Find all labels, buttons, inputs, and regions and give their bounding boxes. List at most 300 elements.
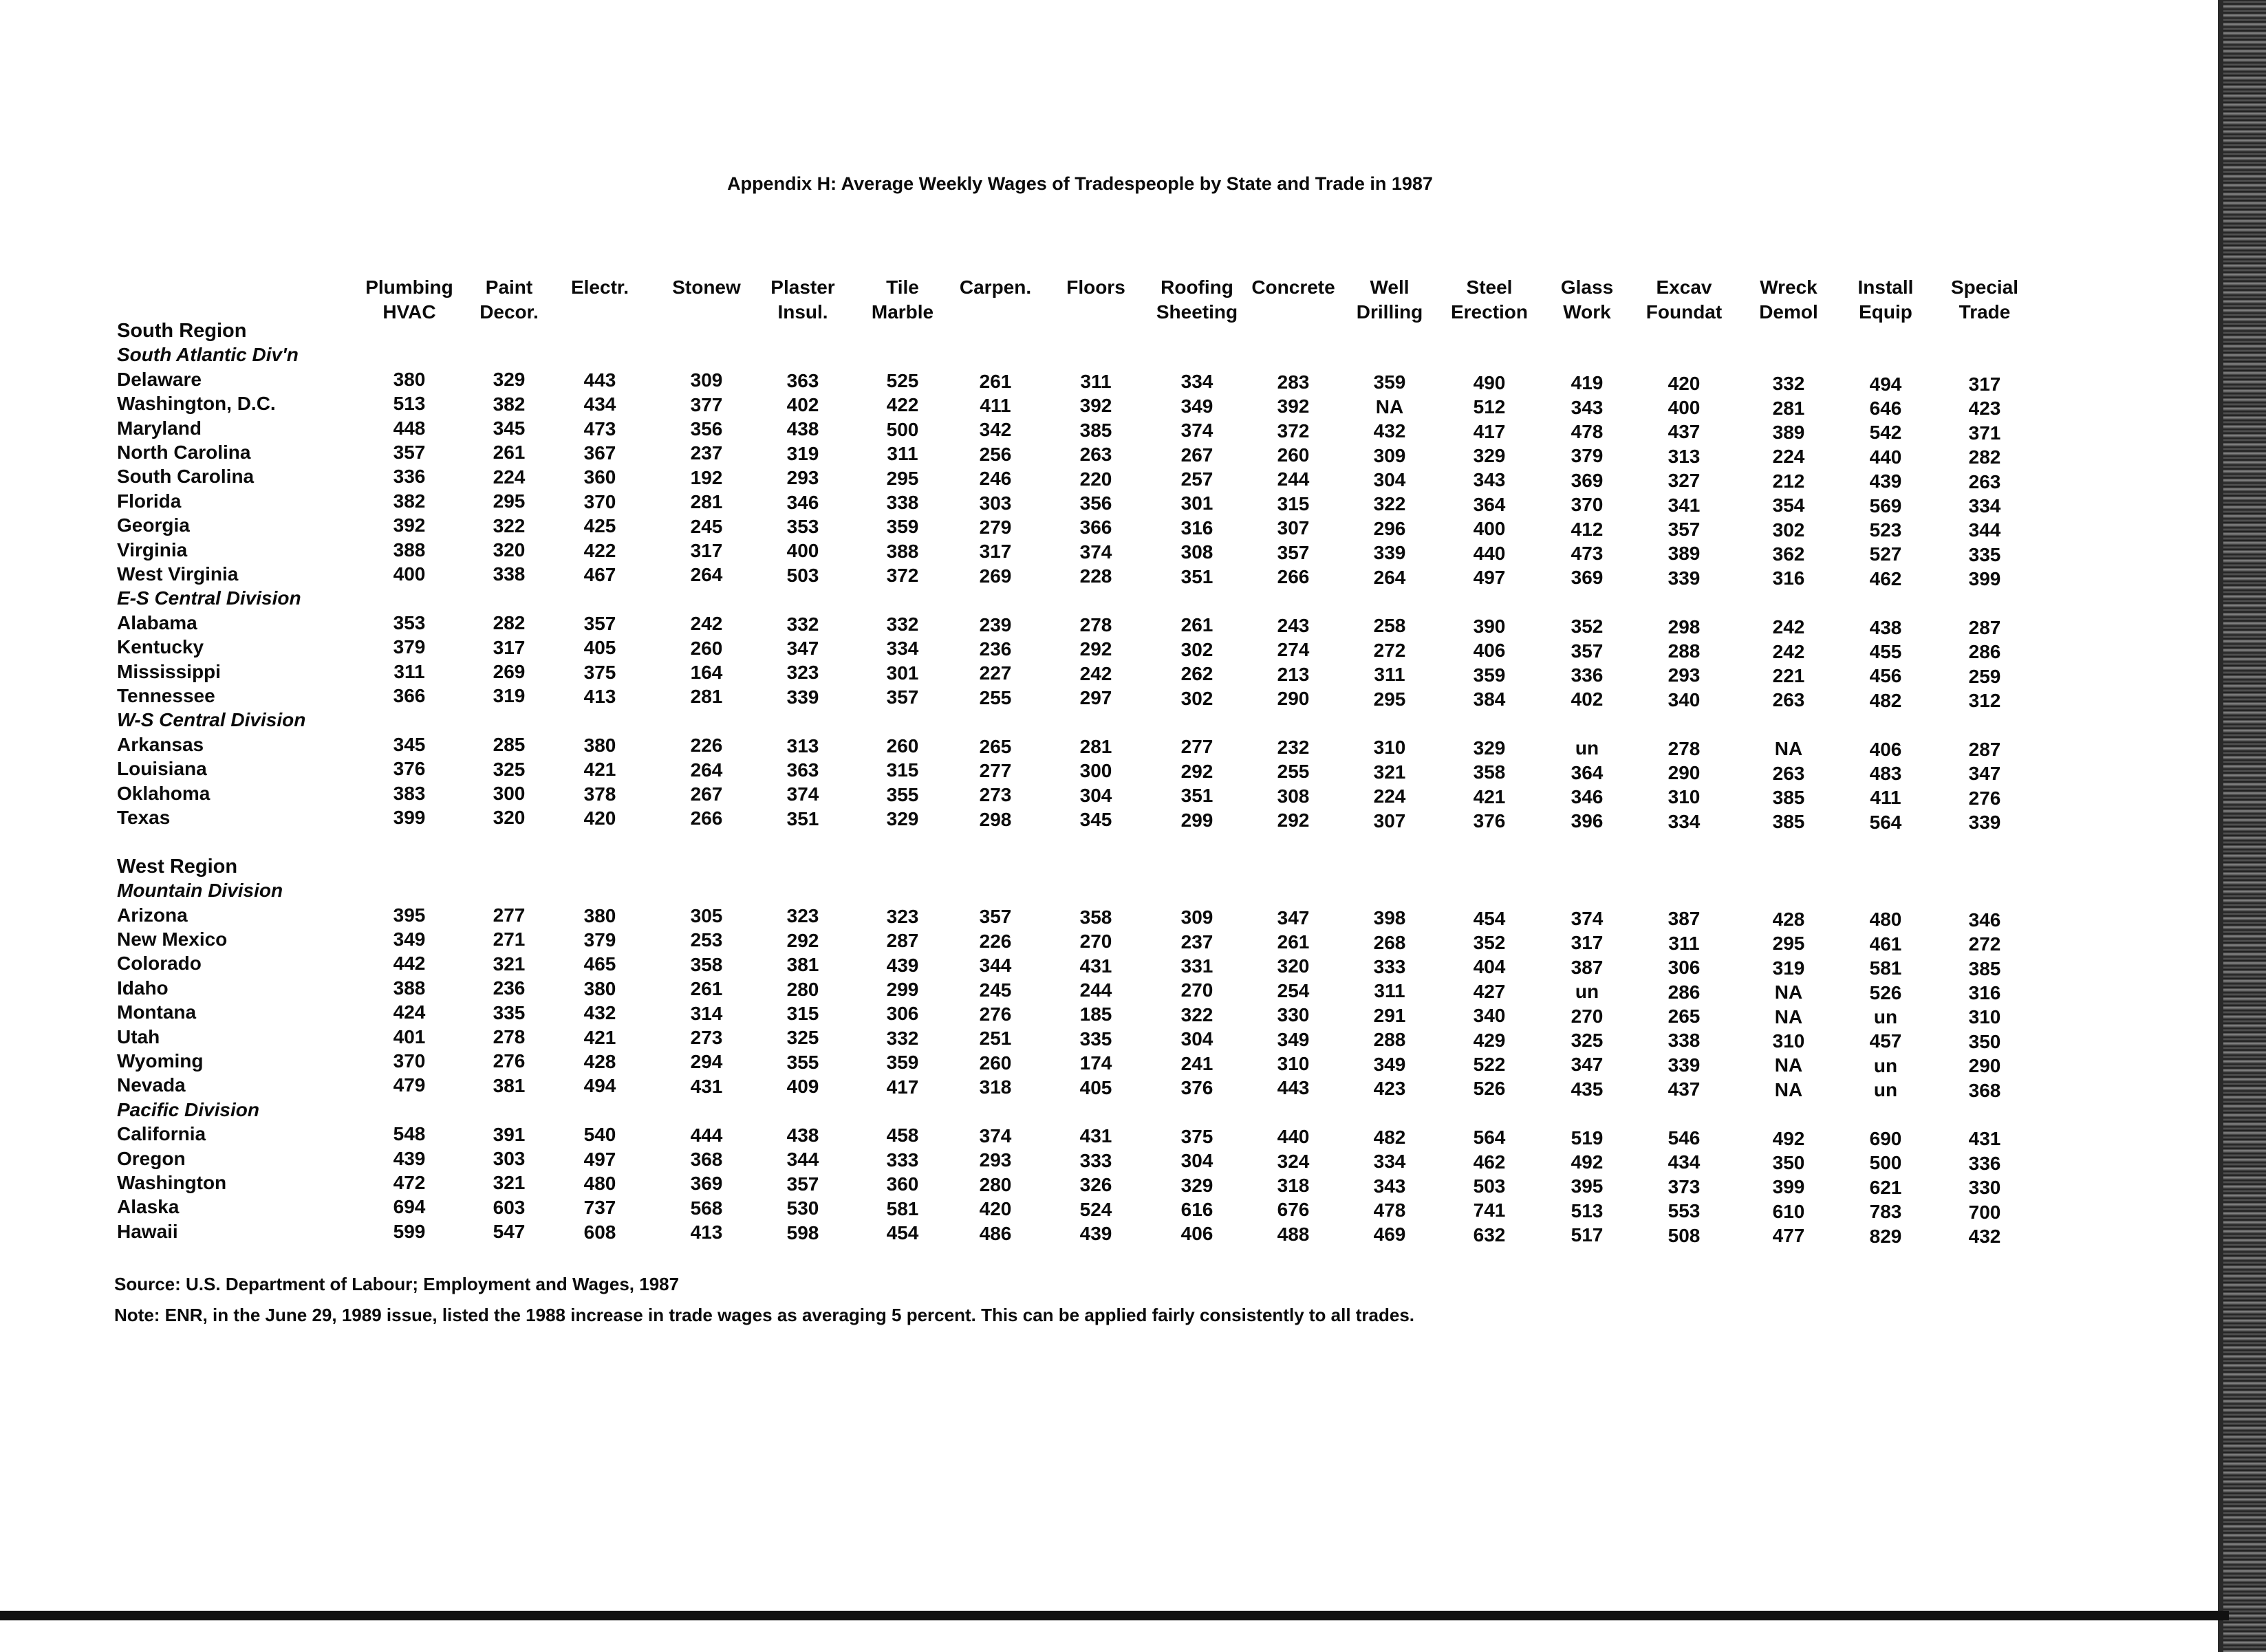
table-cell: 352 <box>1473 931 1506 953</box>
table-cell: 345 <box>393 733 426 755</box>
table-cell: 256 <box>979 443 1012 465</box>
table-cell: 385 <box>1079 419 1112 441</box>
table-cell: 316 <box>1180 517 1213 539</box>
table-cell: 376 <box>393 758 426 780</box>
table-cell: 239 <box>979 613 1012 635</box>
table-cell: NA <box>1774 1054 1803 1076</box>
table-cell: 304 <box>1373 468 1406 490</box>
table-cell: 373 <box>1668 1175 1701 1197</box>
column-header: Excav Foundat <box>1645 276 1723 323</box>
table-cell: 389 <box>1772 421 1805 443</box>
table-cell: 334 <box>1180 371 1213 393</box>
table-cell: 503 <box>786 564 819 586</box>
table-cell: 349 <box>1180 395 1213 417</box>
table-cell: 293 <box>979 1149 1012 1171</box>
column-header: Wreck Demol <box>1759 276 1818 323</box>
table-cell: 422 <box>583 539 616 561</box>
table-cell: 330 <box>1968 1177 2001 1199</box>
table-cell: 245 <box>979 979 1012 1001</box>
table-cell: 377 <box>690 393 723 415</box>
table-cell: 356 <box>690 417 723 439</box>
table-cell: 255 <box>979 686 1012 708</box>
row-label: Kentucky <box>117 636 204 658</box>
table-cell: 402 <box>786 394 819 415</box>
table-cell: 396 <box>1571 810 1604 832</box>
table-cell: 339 <box>1668 567 1701 589</box>
table-cell: 267 <box>1180 444 1213 466</box>
table-cell: 301 <box>1180 492 1213 514</box>
table-cell: 417 <box>886 1076 919 1098</box>
table-cell: 512 <box>1473 396 1506 418</box>
table-cell: 412 <box>1571 518 1604 540</box>
table-cell: 610 <box>1772 1200 1805 1222</box>
column-header: Carpen. <box>959 276 1032 298</box>
table-cell: 523 <box>1869 519 1902 541</box>
table-cell: 320 <box>493 807 526 829</box>
table-cell: 500 <box>886 418 919 440</box>
table-cell: 350 <box>1968 1030 2001 1052</box>
table-cell: 374 <box>979 1124 1012 1146</box>
table-cell: 346 <box>786 491 819 513</box>
table-cell: 311 <box>1374 664 1405 686</box>
table-cell: 357 <box>886 686 919 708</box>
table-cell: 479 <box>393 1074 426 1096</box>
column-header: Floors <box>1066 276 1125 298</box>
table-cell: 277 <box>1180 736 1213 758</box>
table-cell: 368 <box>690 1148 723 1170</box>
table-cell: 432 <box>1373 420 1406 442</box>
page-binding <box>2223 0 2266 1652</box>
table-cell: 267 <box>690 783 723 805</box>
table-cell: 329 <box>493 369 526 391</box>
table-cell: 385 <box>1968 957 2001 979</box>
table-cell: 343 <box>1373 1175 1406 1197</box>
table-cell: 473 <box>583 417 616 439</box>
table-cell: 313 <box>1668 445 1701 467</box>
table-cell: 343 <box>1473 469 1506 491</box>
column-header: Roofing Sheeting <box>1156 276 1238 323</box>
table-cell: 327 <box>1668 470 1701 492</box>
table-cell: 264 <box>1373 566 1406 588</box>
column-header: Special Trade <box>1950 276 2019 323</box>
table-cell: 278 <box>1079 613 1112 635</box>
table-cell: 425 <box>583 515 616 537</box>
table-cell: 347 <box>786 638 819 659</box>
table-cell: 347 <box>1277 906 1310 928</box>
table-cell: 387 <box>1668 908 1701 930</box>
table-cell: 273 <box>979 784 1012 806</box>
table-cell: 305 <box>690 904 723 926</box>
table-cell: 483 <box>1869 762 1902 784</box>
table-cell: 310 <box>1772 1030 1805 1052</box>
table-cell: 444 <box>690 1124 723 1146</box>
table-cell: 254 <box>1277 979 1310 1001</box>
footnote: Note: ENR, in the June 29, 1989 issue, listed the 1988 increase in trade wages as averaging 5 percent. This can be applied fairly consistently to all trades. <box>114 1305 1415 1325</box>
table-cell: 226 <box>690 735 723 757</box>
table-cell: 262 <box>1180 663 1213 685</box>
table-cell: 336 <box>1968 1152 2001 1174</box>
table-cell: 283 <box>1277 371 1310 393</box>
table-cell: 462 <box>1473 1151 1506 1173</box>
table-cell: 353 <box>786 516 819 537</box>
table-cell: 494 <box>1869 373 1902 395</box>
row-label: Washington <box>117 1172 227 1193</box>
table-cell: 295 <box>493 490 526 512</box>
table-cell: 236 <box>979 638 1012 660</box>
table-cell: 185 <box>1079 1003 1112 1025</box>
table-cell: 270 <box>1571 1005 1604 1027</box>
table-cell: 281 <box>690 491 723 513</box>
table-cell: 374 <box>786 783 819 805</box>
table-cell: 192 <box>690 466 723 488</box>
table-cell: 482 <box>1869 689 1902 711</box>
table-cell: 359 <box>1373 371 1406 393</box>
row-label: Mississippi <box>117 660 221 682</box>
table-cell: 320 <box>1277 955 1310 977</box>
row-label: South Carolina <box>117 466 255 488</box>
table-cell: 455 <box>1869 640 1902 662</box>
table-cell: 339 <box>1968 812 2001 834</box>
table-cell: 690 <box>1869 1127 1902 1149</box>
table-cell: 349 <box>1277 1028 1310 1050</box>
table-cell: 326 <box>1079 1174 1112 1196</box>
table-cell: 278 <box>493 1026 526 1048</box>
table-cell: 413 <box>583 685 616 707</box>
table-cell: 302 <box>1180 638 1213 660</box>
table-cell: 298 <box>1668 616 1701 638</box>
table-cell: 306 <box>886 1003 919 1025</box>
table-cell: NA <box>1774 981 1803 1003</box>
row-label: Oregon <box>117 1147 186 1169</box>
table-cell: 392 <box>393 514 426 536</box>
row-label: New Mexico <box>117 928 228 950</box>
table-cell: 364 <box>1571 761 1604 783</box>
table-cell: 492 <box>1571 1151 1604 1173</box>
table-cell: 439 <box>393 1147 426 1169</box>
table-cell: 354 <box>1772 494 1805 517</box>
row-label: Nevada <box>117 1074 186 1096</box>
table-cell: 272 <box>1968 933 2001 955</box>
table-cell: 276 <box>1968 787 2001 809</box>
table-cell: 340 <box>1668 688 1701 710</box>
table-cell: NA <box>1774 738 1803 760</box>
table-cell: 325 <box>493 758 526 780</box>
table-cell: 325 <box>786 1027 819 1049</box>
table-cell: 508 <box>1668 1224 1701 1246</box>
table-cell: 400 <box>1473 518 1506 540</box>
table-cell: 336 <box>393 466 426 488</box>
table-cell: 437 <box>1668 421 1701 443</box>
row-label: Maryland <box>117 417 202 439</box>
table-cell: 224 <box>493 466 526 488</box>
table-cell: 213 <box>1277 663 1310 685</box>
table-cell: 424 <box>393 1001 426 1023</box>
row-label: North Carolina <box>117 442 251 463</box>
table-cell: 303 <box>493 1148 526 1170</box>
table-cell: 245 <box>690 515 723 537</box>
table-cell: 310 <box>1277 1053 1310 1075</box>
table-cell: 388 <box>393 539 426 561</box>
table-cell: 431 <box>690 1075 723 1097</box>
row-label: Idaho <box>117 977 169 999</box>
page-title: Appendix H: Average Weekly Wages of Tradespeople by State and Trade in 1987 <box>727 173 1433 194</box>
table-cell: 270 <box>1180 979 1213 1001</box>
table-cell: 317 <box>1968 373 2001 395</box>
table-cell: 369 <box>1571 469 1604 491</box>
table-cell: 290 <box>1277 688 1310 710</box>
table-cell: 266 <box>1277 566 1310 588</box>
table-cell: 293 <box>1668 664 1701 686</box>
table-cell: 737 <box>583 1197 616 1219</box>
table-cell: 473 <box>1571 543 1604 564</box>
table-cell: 399 <box>393 807 426 828</box>
table-cell: 500 <box>1869 1152 1902 1174</box>
table-cell: 353 <box>393 611 426 633</box>
table-cell: 309 <box>690 369 723 391</box>
table-cell: 540 <box>583 1124 616 1146</box>
division-heading: South Atlantic Div'n <box>117 344 299 366</box>
table-cell: 546 <box>1668 1127 1701 1149</box>
table-cell: 406 <box>1473 640 1506 662</box>
table-cell: 302 <box>1180 687 1213 709</box>
table-cell: 419 <box>1571 372 1604 394</box>
table-cell: 268 <box>1373 931 1406 953</box>
table-cell: 308 <box>1180 541 1213 563</box>
table-cell: 264 <box>690 759 723 781</box>
table-cell: 226 <box>979 930 1012 952</box>
table-cell: 385 <box>1772 786 1805 808</box>
table-cell: 581 <box>1869 957 1902 979</box>
table-cell: 363 <box>786 759 819 781</box>
table-cell: 438 <box>1869 616 1902 638</box>
table-cell: 368 <box>1968 1079 2001 1101</box>
table-cell: 315 <box>886 759 919 781</box>
table-cell: 311 <box>1668 932 1700 954</box>
row-label: Utah <box>117 1025 160 1047</box>
table-cell: 646 <box>1869 397 1902 419</box>
table-cell: 343 <box>1571 396 1604 418</box>
table-cell: 363 <box>786 369 819 391</box>
table-cell: 553 <box>1668 1200 1701 1222</box>
table-cell: 309 <box>1373 444 1406 466</box>
table-cell: 431 <box>1079 955 1112 977</box>
column-header: Well Drilling <box>1356 276 1423 323</box>
table-cell: 351 <box>1180 785 1213 807</box>
column-header: Stonew <box>672 276 741 298</box>
table-cell: 295 <box>1373 688 1406 710</box>
table-cell: 497 <box>583 1148 616 1170</box>
table-cell: 357 <box>393 442 426 463</box>
column-header: Install Equip <box>1857 276 1914 323</box>
table-cell: 482 <box>1373 1126 1406 1148</box>
row-label: Montana <box>117 1001 197 1023</box>
table-cell: 271 <box>493 928 526 950</box>
table-cell: 372 <box>1277 420 1310 442</box>
table-cell: 381 <box>493 1074 526 1096</box>
table-cell: 338 <box>493 563 526 585</box>
table-cell: 304 <box>1079 784 1112 806</box>
table-cell: 366 <box>1079 517 1112 539</box>
table-cell: 421 <box>583 759 616 781</box>
table-cell: 380 <box>583 977 616 999</box>
table-cell: 569 <box>1869 494 1902 517</box>
table-cell: 351 <box>786 807 819 829</box>
table-cell: 291 <box>1373 1004 1406 1026</box>
table-cell: 296 <box>1373 517 1406 539</box>
table-cell: 265 <box>979 735 1012 757</box>
table-cell: 295 <box>1772 933 1805 955</box>
table-cell: 336 <box>1571 664 1604 686</box>
table-cell: 676 <box>1277 1199 1310 1221</box>
table-cell: 443 <box>1277 1077 1310 1099</box>
table-cell: 401 <box>393 1025 426 1047</box>
table-cell: 333 <box>1373 955 1406 977</box>
table-cell: 174 <box>1079 1052 1112 1074</box>
table-cell: 319 <box>1772 957 1805 979</box>
table-cell: 375 <box>583 661 616 683</box>
table-cell: un <box>1873 1054 1898 1076</box>
table-cell: 616 <box>1180 1199 1213 1220</box>
table-cell: 439 <box>886 954 919 976</box>
table-cell: 367 <box>583 442 616 464</box>
table-cell: 325 <box>1571 1030 1604 1051</box>
table-cell: 440 <box>1869 446 1902 468</box>
table-cell: 478 <box>1373 1199 1406 1221</box>
table-cell: 321 <box>493 1172 526 1194</box>
row-label: West Virginia <box>117 563 239 585</box>
table-cell: 331 <box>1180 955 1213 977</box>
table-cell: 380 <box>393 368 426 390</box>
table-cell: 314 <box>690 1002 723 1024</box>
table-cell: 287 <box>1968 617 2001 638</box>
table-cell: 564 <box>1869 811 1902 833</box>
table-cell: 227 <box>979 662 1012 684</box>
table-cell: 292 <box>1180 760 1213 782</box>
table-cell: 369 <box>690 1173 723 1195</box>
table-cell: 342 <box>979 419 1012 441</box>
row-label: Florida <box>117 490 182 512</box>
table-cell: 568 <box>690 1197 723 1219</box>
table-cell: 357 <box>1571 640 1604 662</box>
table-cell: 318 <box>979 1076 1012 1098</box>
table-cell: 293 <box>786 467 819 489</box>
table-cell: 524 <box>1079 1198 1112 1220</box>
table-cell: 307 <box>1373 809 1406 832</box>
table-cell: 294 <box>690 1051 723 1073</box>
column-header: Plaster Insul. <box>770 276 835 323</box>
table-cell: 338 <box>886 492 919 514</box>
table-cell: 334 <box>1668 810 1701 832</box>
table-cell: 317 <box>979 541 1012 563</box>
table-cell: 564 <box>1473 1127 1506 1149</box>
table-cell: 400 <box>1668 397 1701 419</box>
table-cell: 392 <box>1277 395 1310 417</box>
table-cell: un <box>1873 1006 1898 1028</box>
table-cell: 300 <box>493 783 526 805</box>
row-label: Georgia <box>117 514 190 536</box>
table-cell: 242 <box>1772 640 1805 662</box>
table-cell: 304 <box>1180 1150 1213 1172</box>
table-cell: 332 <box>786 613 819 635</box>
table-cell: 376 <box>1473 809 1506 832</box>
table-cell: 259 <box>1968 665 2001 687</box>
table-cell: 292 <box>1079 638 1112 660</box>
table-cell: un <box>1575 981 1599 1003</box>
table-cell: 349 <box>1373 1053 1406 1075</box>
table-cell: 220 <box>1079 468 1112 490</box>
table-cell: 212 <box>1772 470 1805 492</box>
table-cell: 467 <box>583 563 616 585</box>
table-cell: 288 <box>1373 1029 1406 1051</box>
table-cell: 399 <box>1968 568 2001 590</box>
table-cell: 273 <box>690 1026 723 1048</box>
row-label: Louisiana <box>117 758 207 780</box>
table-cell: 598 <box>786 1221 819 1243</box>
table-cell: 316 <box>1968 982 2001 1003</box>
table-cell: 399 <box>1772 1176 1805 1198</box>
table-cell: 411 <box>1870 787 1901 809</box>
table-cell: 344 <box>979 955 1012 977</box>
table-cell: 392 <box>1079 395 1112 417</box>
table-cell: 311 <box>1080 370 1112 392</box>
division-heading: Pacific Division <box>117 1098 259 1120</box>
table-cell: 304 <box>1180 1028 1213 1050</box>
table-cell: 462 <box>1869 567 1902 589</box>
table-cell: 376 <box>1180 1077 1213 1098</box>
table-cell: 299 <box>886 979 919 1001</box>
table-cell: 346 <box>1968 909 2001 931</box>
table-cell: 260 <box>690 637 723 659</box>
table-cell: 405 <box>1079 1076 1112 1098</box>
table-cell: 335 <box>1079 1028 1112 1050</box>
table-cell: 379 <box>583 928 616 950</box>
table-cell: 323 <box>786 905 819 927</box>
table-cell: 228 <box>1079 565 1112 587</box>
table-cell: 406 <box>1869 738 1902 760</box>
table-cell: 434 <box>1668 1151 1701 1173</box>
table-cell: 265 <box>1668 1006 1701 1028</box>
table-cell: 369 <box>1571 567 1604 589</box>
table-cell: 277 <box>493 904 526 926</box>
table-cell: 316 <box>1772 567 1805 589</box>
table-cell: 469 <box>1373 1224 1406 1246</box>
table-cell: 301 <box>886 662 919 684</box>
table-cell: 335 <box>1968 543 2001 565</box>
column-header: Paint Decor. <box>479 276 539 323</box>
table-cell: 310 <box>1668 786 1701 808</box>
row-label: Virginia <box>117 539 188 561</box>
table-cell: 339 <box>1373 542 1406 564</box>
table-cell: 374 <box>1180 420 1213 442</box>
table-cell: 513 <box>1571 1199 1604 1221</box>
table-cell: 272 <box>1373 639 1406 661</box>
table-cell: 334 <box>1373 1151 1406 1173</box>
table-cell: 398 <box>1373 907 1406 929</box>
table-cell: 480 <box>583 1172 616 1194</box>
table-cell: 311 <box>1374 980 1405 1002</box>
table-cell: 355 <box>886 783 919 805</box>
region-heading: South Region <box>117 320 247 342</box>
table-cell: 423 <box>1968 398 2001 420</box>
table-cell: 406 <box>1180 1223 1213 1245</box>
table-cell: 332 <box>1772 373 1805 395</box>
table-cell: 517 <box>1571 1224 1604 1246</box>
row-label: Arizona <box>117 904 188 926</box>
table-cell: 417 <box>1473 420 1506 442</box>
table-cell: 224 <box>1772 446 1805 468</box>
division-heading: E-S Central Division <box>117 587 301 609</box>
table-cell: 335 <box>493 1001 526 1023</box>
